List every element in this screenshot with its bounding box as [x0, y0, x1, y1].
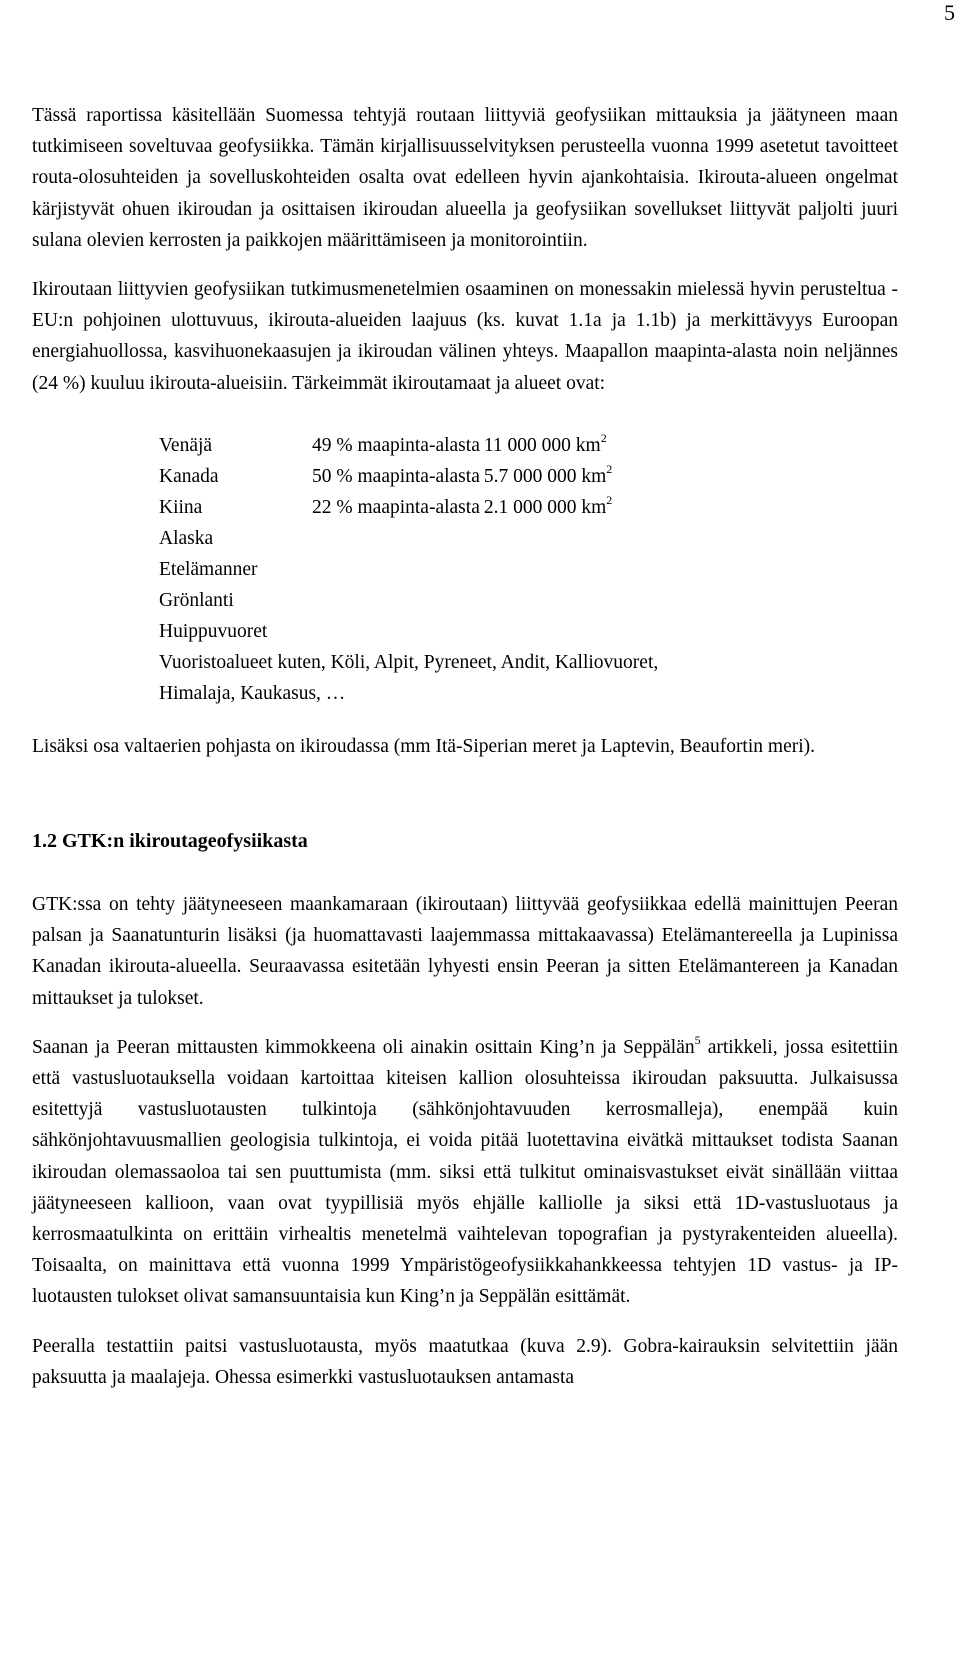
- list-item: [159, 585, 898, 616]
- region-share: 50 % maapinta-alasta: [312, 465, 480, 487]
- region-name: Himalaja, Kaukasus, …: [159, 682, 346, 704]
- section-heading: 1.2 GTK:n ikiroutageofysiikasta: [32, 830, 308, 853]
- region-name: Kiina: [159, 496, 203, 518]
- area-exponent: 2: [606, 461, 613, 476]
- footnote-marker: 5: [694, 1032, 701, 1047]
- section-paragraph-king: Saanan ja Peeran mittausten kimmokkeena oli ainakin osittain King’n ja Seppälän$^5$ artikkeli, jossa esitettiin että vastusluotauksella voidaan kartoittaa kiteisen kallion olosuhteissa ikiroudan paksuutta. Julkaisussa esitettyjä vastusluotausten tulkintoja (sähkönjohtavuuden kerrosmalleja), enempää kuin sähkönjohtavuusmallien geologisia tulkintoja, ei voida pitää luotettavina eivätkä mittaukset todista Saanan ikiroudan olemassaoloa tai sen puuttumista (mm. siksi että tulkitut ominaisvastukset eivät sinällään viittaa jäätyneeseen kallioon, vaan ovat tyypillisiä myös ehjälle kalliolle ja siksi että 1D-vastusluotaus ja kerrosmaatulkinta on erittäin virhealtis menetelmä vaihtelevan topografian ja pystyrakenteiden alueella). Toisaalta, on mainittava että vuonna 1999 Ympäristögeofysiikkahankkeessa tehtyjen 1D vastus- ja IP-luotausten tulokset olivat samansuuntaisia kun King’n ja Seppälän esittämät.: [32, 1032, 898, 1308]
- region-area: 5.7 000 000 $km^2$: [483, 461, 613, 487]
- list-item: [159, 461, 898, 492]
- list-item: [159, 678, 898, 709]
- region-name: Venäjä: [159, 434, 213, 456]
- area-exponent: 2: [600, 430, 607, 445]
- region-share: 49 % maapinta-alasta: [312, 434, 480, 456]
- region-area: 2.1 000 000 $km^2$: [483, 492, 613, 518]
- region-share: 22 % maapinta-alasta: [312, 496, 480, 518]
- area-exponent: 2: [606, 492, 613, 507]
- region-area: 11 000 000 $km^2$: [483, 430, 607, 456]
- list-item: [159, 492, 898, 523]
- page-number: 5: [944, 0, 955, 25]
- region-name: Vuoristoalueet kuten, Köli, Alpit, Pyreneet, Andit, Kalliovuoret,: [159, 651, 659, 673]
- list-item: [159, 523, 898, 554]
- permafrost-regions-list: [32, 430, 898, 709]
- region-name: Grönlanti: [159, 589, 234, 611]
- list-item: [159, 430, 898, 461]
- region-name: Huippuvuoret: [159, 620, 268, 642]
- intro-paragraph-1: Tässä raportissa käsitellään Suomessa tehtyjä routaan liittyviä geofysiikan mittauksia ja jäätyneen maan tutkimiseen soveltuvaa geofysiikka. Tämän kirjallisuusselvityksen perusteella vuonna 1999 asetetut tavoitteet routa-olosuhteiden ja sovelluskohteiden osalta ovat edelleen hyvin ajankohtaisia. Ikirouta-alueen ongelmat kärjistyvät ohuen ikiroudan ja osittaisen ikiroudan alueella ja geofysiikan sovellukset liittyvät paljolti juuri sulana olevien kerrosten ja paikkojen määrittämiseen ja monitorointiin.: [32, 105, 898, 251]
- intro-paragraph-2: Ikiroutaan liittyvien geofysiikan tutkimusmenetelmien osaaminen on monessakin mielessä hyvin perusteltua - EU:n pohjoinen ulottuvuus, ikirouta-alueiden laajuus (ks. kuvat 1.1a ja 1.1b) ja merkittävyys Euroopan energiahuollossa, kasvihuonekaasujen ja ikiroudan välinen yhteys. Maapallon maapinta-alasta noin neljännes (24 %) kuuluu ikirouta-alueisiin. Tärkeimmät ikiroutamaat ja alueet ovat:: [32, 279, 898, 394]
- region-name: Alaska: [159, 527, 214, 549]
- region-name: Kanada: [159, 465, 219, 487]
- region-name: Etelämanner: [159, 558, 258, 580]
- document-body: [32, 100, 898, 1393]
- after-list-paragraph: Lisäksi osa valtaerien pohjasta on ikiroudassa (mm Itä-Siperian meret ja Laptevin, Beaufortin meri).: [32, 735, 815, 757]
- list-item: [159, 647, 898, 678]
- section-paragraph-last: Peeralla testattiin paitsi vastusluotausta, myös maatutkaa (kuva 2.9). Gobra-kairauksin selvitettiin jään paksuutta ja maalajeja. Ohessa esimerkki vastusluotauksen antamasta: [32, 1335, 898, 1388]
- list-item: [159, 616, 898, 647]
- section-paragraph-1: GTK:ssa on tehty jäätyneeseen maankamaraan (ikiroutaan) liittyvää geofysiikkaa edellä mainittujen Peeran palsan ja Saanatunturin lisäksi (ja huomattavasti laajemmassa mittakaavassa) Etelämantereella ja Lupinissa Kanadan ikirouta-alueella. Seuraavassa esitetään lyhyesti ensin Peeran ja sitten Etelämantereen ja Kanadan mittaukset ja tulokset.: [32, 894, 898, 1009]
- list-item: [159, 554, 898, 585]
